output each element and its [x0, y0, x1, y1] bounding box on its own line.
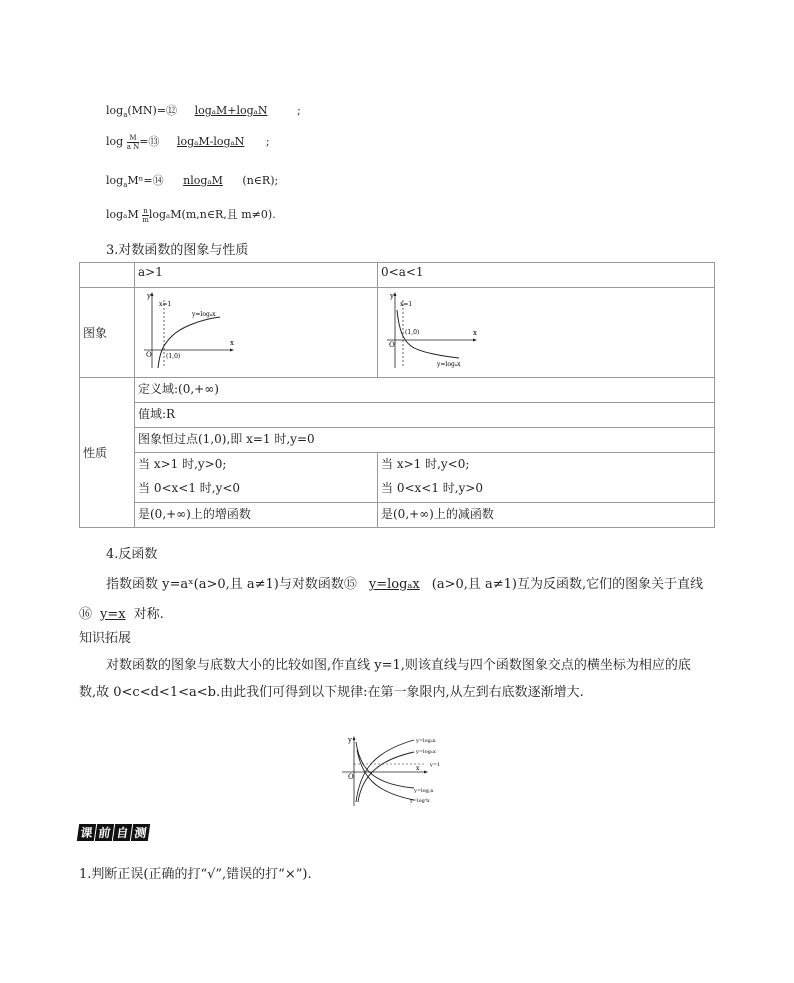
col-header-a-gt-1: a>1 [135, 263, 378, 288]
formula-log-power: $\log_aM^n=⑭$ nlogₐM (n∈R); [106, 174, 279, 190]
prop-sign-x-lt-1-left: 当 0<x<1 时,y<0 [135, 477, 378, 503]
svg-text:(1,0): (1,0) [166, 353, 181, 360]
prop-sign-x-gt-1-right: 当 x>1 时,y<0; [378, 453, 715, 477]
prop-domain: 定义域:(0,+∞) [135, 378, 715, 403]
formula-log-root: logₐM $\frac{n}{m}$ logₐM(m,n∈R,且 m≠0). [106, 206, 276, 224]
svg-text:x: x [416, 765, 420, 772]
svg-text:x=1: x=1 [159, 301, 172, 308]
row-label-graph: 图象 [80, 288, 135, 378]
prop-range: 值域:R [135, 403, 715, 428]
answer-16: y=x [100, 607, 126, 622]
log-function-properties-table [79, 262, 715, 528]
extension-paragraph-2: 数,故 0<c<d<1<a<b.由此我们可得到以下规律:在第一象限内,从左到右底数逐渐增大. [79, 685, 584, 700]
svg-text:y=logₐx: y=logₐx [416, 738, 436, 744]
svg-text:O: O [389, 341, 395, 349]
answer-13: logₐM-logₐN [176, 135, 245, 148]
badge-char: 前 [95, 824, 114, 841]
section-4-heading: 4.反函数 [106, 547, 158, 562]
prop-fixed-point: 图象恒过点(1,0),即 x=1 时,y=0 [135, 428, 715, 453]
log-graph-decreasing [381, 290, 481, 370]
svg-text:x: x [230, 339, 234, 347]
svg-text:y=logₐx: y=logₐx [192, 311, 216, 318]
svg-text:y=logₐx: y=logₐx [437, 361, 461, 368]
inverse-function-line-2: ⑯ y=x 对称. [79, 607, 164, 622]
graph-a-lt-1 [378, 288, 715, 378]
inverse-function-line-1: 指数函数 y=aˣ(a>0,且 a≠1)与对数函数⑮ y=logₐx (a>0,且 a≠1)互为反函数,它们的图象关于直线 [106, 577, 704, 592]
svg-text:x=1: x=1 [400, 301, 413, 308]
prop-monotonic-right: 是(0,+∞)上的减函数 [378, 503, 715, 528]
extension-paragraph-1: 对数函数的图象与底数大小的比较如图,作直线 y=1,则该直线与四个函数图象交点的横坐标为相应的底 [106, 658, 691, 673]
svg-text:x: x [473, 329, 477, 337]
answer-12: logₐM+logₐN [194, 104, 268, 117]
svg-text:y=logₕx: y=logₕx [416, 749, 436, 755]
section-3-heading: 3.对数函数的图象与性质 [106, 243, 249, 258]
badge-char: 自 [113, 824, 132, 841]
prop-sign-x-lt-1-right: 当 0<x<1 时,y>0 [378, 477, 715, 503]
badge-char: 测 [131, 824, 150, 841]
svg-text:(1,0): (1,0) [405, 329, 420, 336]
svg-text:y: y [390, 292, 394, 300]
pre-class-self-test-badge [78, 824, 149, 841]
svg-text:y=1: y=1 [430, 762, 441, 768]
formula-log-quotient: log $\frac{M}{\text{a N}}$ =⑬ logₐM-logₐN ; [106, 133, 270, 151]
question-1: 1.判断正误(正确的打“√”,错误的打“×”). [79, 867, 312, 882]
svg-text:y: y [147, 292, 151, 300]
svg-text:y=logᵈx: y=logᵈx [410, 798, 430, 804]
graph-a-gt-1 [135, 288, 378, 378]
svg-text:y: y [348, 736, 352, 744]
knowledge-extension-heading: 知识拓展 [79, 631, 132, 646]
prop-monotonic-left: 是(0,+∞)上的增函数 [135, 503, 378, 528]
col-header-a-lt-1: 0<a<1 [378, 263, 715, 288]
badge-char: 课 [77, 824, 96, 841]
log-base-comparison-graph [338, 732, 460, 808]
svg-text:O: O [348, 773, 354, 781]
svg-text:O: O [146, 351, 152, 359]
prop-sign-x-gt-1-left: 当 x>1 时,y>0; [135, 453, 378, 477]
row-label-properties: 性质 [80, 378, 135, 528]
answer-14: nlogₐM [183, 174, 223, 187]
svg-text:y=log꜀x: y=log꜀x [414, 788, 434, 794]
formula-log-product: $\log_a(MN)=⑫$ logₐM+logₐN ; [106, 104, 301, 120]
answer-15: y=logₐx [368, 577, 420, 592]
log-graph-increasing [138, 290, 238, 370]
